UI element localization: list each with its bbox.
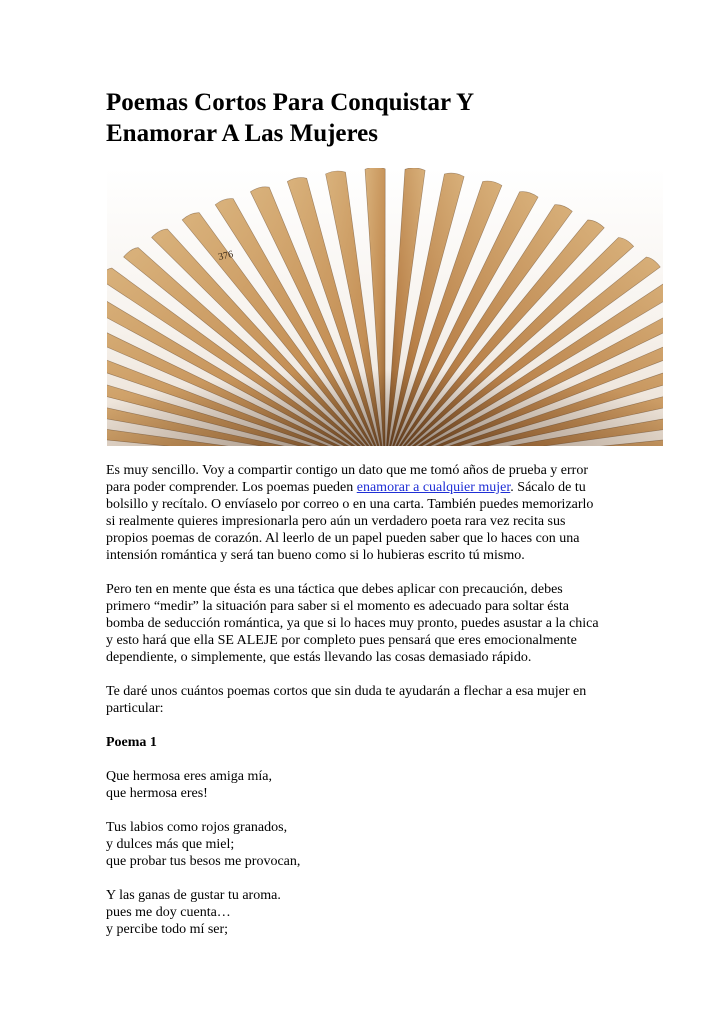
intro-line-5: propios poemas de corazón. Al leerlo de un papel pueden saber que lo haces con una bbox=[106, 531, 580, 546]
document-title bbox=[106, 87, 666, 149]
intro-line-2-after: . Sácalo de tu bbox=[510, 480, 586, 495]
caution-line-1: Pero ten en mente que ésta es una táctica que debes aplicar con precaución, debes bbox=[106, 582, 563, 597]
stanza-2-line-3: que probar tus besos me provocan, bbox=[106, 854, 301, 869]
intro-line-2 bbox=[106, 479, 636, 496]
caution-line-2: primero “medir” la situación para saber si el momento es adecuado para soltar ésta bbox=[106, 599, 569, 614]
intro-line-1: Es muy sencillo. Voy a compartir contigo un dato que me tomó años de prueba y error bbox=[106, 463, 588, 478]
stanza-1-line-1: Que hermosa eres amiga mía, bbox=[106, 769, 272, 784]
title-line-2: Enamorar A Las Mujeres bbox=[106, 120, 378, 147]
poem-stanza-1 bbox=[106, 768, 636, 802]
intro-line-4: si realmente quieres impresionarla pero aún un verdadero poeta rara vez recita sus bbox=[106, 514, 566, 529]
stanza-3-line-1: Y las ganas de gustar tu aroma. bbox=[106, 888, 281, 903]
poem-stanza-2 bbox=[106, 819, 636, 870]
offer-line-2: particular: bbox=[106, 701, 164, 716]
intro-line-3: bolsillo y recítalo. O envíaselo por correo o en una carta. También puedes memorizarlo bbox=[106, 497, 594, 512]
caution-line-4: y esto hará que ella SE ALEJE por completo pues pensará que eres emocionalmente bbox=[106, 633, 577, 648]
stanza-3-line-3: y percibe todo mí ser; bbox=[106, 922, 229, 937]
caution-line-5: dependiente, o simplemente, que estás llevando las cosas demasiado rápido. bbox=[106, 650, 532, 665]
open-book-image bbox=[107, 168, 663, 446]
title-line-1: Poemas Cortos Para Conquistar Y bbox=[106, 89, 475, 116]
document-body bbox=[106, 462, 636, 955]
intro-paragraph bbox=[106, 462, 636, 564]
intro-line-2-text: para poder comprender. Los poemas pueden bbox=[106, 480, 357, 495]
stanza-2-line-1: Tus labios como rojos granados, bbox=[106, 820, 288, 835]
stanza-1-line-2: que hermosa eres! bbox=[106, 786, 208, 801]
stanza-2-line-2: y dulces más que miel; bbox=[106, 837, 235, 852]
poem-heading: Poema 1 bbox=[106, 735, 157, 750]
enamorar-link[interactable]: enamorar a cualquier mujer bbox=[356, 480, 511, 495]
caution-line-3: bomba de seducción romántica, ya que si lo haces muy pronto, puedes asustar a la chica bbox=[106, 616, 599, 631]
stanza-3-line-2: pues me doy cuenta… bbox=[106, 905, 231, 920]
caution-paragraph bbox=[106, 581, 636, 666]
poem-stanza-3 bbox=[106, 887, 636, 938]
offer-paragraph bbox=[106, 683, 636, 717]
offer-line-1: Te daré unos cuántos poemas cortos que sin duda te ayudarán a flechar a esa mujer en bbox=[106, 684, 587, 699]
page-number-label: 376 bbox=[217, 249, 235, 263]
book-pages-illustration bbox=[107, 168, 663, 446]
intro-line-6: intensión romántica y será tan bueno como si lo hubieras escrito tú mismo. bbox=[106, 548, 525, 563]
